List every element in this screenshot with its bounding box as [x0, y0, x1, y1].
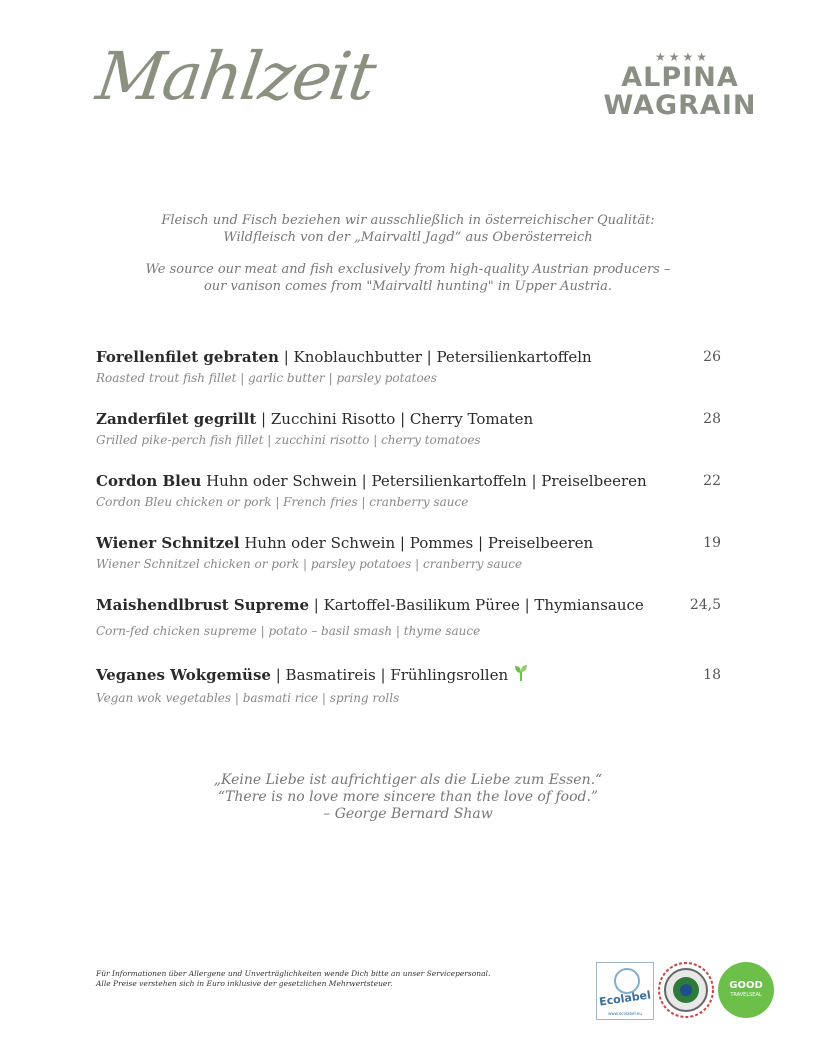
- footer-notes: [96, 969, 490, 989]
- dish-description: | Zucchini Risotto | Cherry Tomaten: [256, 410, 534, 428]
- dish-name: Veganes Wokgemüse: [96, 666, 271, 684]
- menu-item: [96, 594, 721, 664]
- dish-description: | Basmatireis | Frühlingsrollen: [270, 666, 509, 684]
- good-travelseal-badge: [718, 962, 774, 1018]
- intro-de-line1: Fleisch und Fisch beziehen wir ausschließlich in österreichischer Qualität:: [161, 213, 655, 228]
- footer-price-note: Alle Preise verstehen sich in Euro inklusive der gesetzlichen Mehrwertsteuer.: [96, 979, 393, 988]
- dish-translation: Vegan wok vegetables | basmati rice | spring rolls: [96, 691, 400, 705]
- quote-block: [90, 772, 726, 823]
- menu-item: [96, 346, 721, 408]
- dish-name: Zanderfilet gegrillt: [96, 410, 257, 428]
- quote-en: “There is no love more sincere than the love of food.”: [217, 789, 599, 805]
- good-label: GOOD: [729, 980, 763, 991]
- dish-price: 19: [703, 535, 721, 551]
- intro-en-line2: our vanison comes from "Mairvaltl hunting" in Upper Austria.: [203, 279, 613, 294]
- page-title: Mahlzeit: [92, 38, 379, 115]
- dish-description: | Kartoffel-Basilikum Püree | Thymiansauce: [309, 596, 644, 614]
- menu-item: [96, 664, 721, 726]
- eu-ecolabel-badge: [596, 962, 654, 1020]
- stars-rating: ★★★★: [654, 50, 711, 64]
- ecolabel-url: www.ecolabel.eu: [608, 1011, 642, 1016]
- logo-line1: ALPINA: [621, 62, 739, 93]
- dish-name: Forellenfilet gebraten: [96, 348, 279, 366]
- dish-translation: Wiener Schnitzel chicken or pork | parsley potatoes | cranberry sauce: [96, 557, 523, 571]
- dish-name: Wiener Schnitzel: [96, 534, 240, 552]
- dish-translation: Corn-fed chicken supreme | potato – basil smash | thyme sauce: [96, 624, 481, 638]
- dish-description: Huhn oder Schwein | Petersilienkartoffeln | Preiselbeeren: [201, 472, 647, 490]
- dish-price: 22: [703, 473, 721, 489]
- travelseal-label: TRAVELSEAL: [730, 992, 762, 998]
- dish-name: Cordon Bleu: [96, 472, 202, 490]
- menu-list: [96, 346, 721, 726]
- intro-de-line2: Wildfleisch von der „Mairvaltl Jagd“ aus Oberösterreich: [223, 230, 593, 245]
- menu-item: [96, 408, 721, 470]
- ecolabel-text: Ecolabel: [598, 988, 652, 1009]
- dish-translation: Cordon Bleu chicken or pork | French fries | cranberry sauce: [96, 495, 469, 509]
- dish-description: | Knoblauchbutter | Petersilienkartoffeln: [278, 348, 592, 366]
- certification-badges: [594, 960, 780, 1022]
- quote-author: – George Bernard Shaw: [323, 806, 493, 822]
- footer-allergen-note: Für Informationen über Allergene und Unverträglichkeiten wende Dich bitte an unser Servicepersonal.: [96, 969, 491, 978]
- intro-en-line1: We source our meat and fish exclusively from high-quality Austrian producers –: [145, 262, 671, 277]
- dish-price: 28: [703, 411, 721, 427]
- dish-price: 18: [703, 667, 721, 683]
- dish-translation: Roasted trout fish fillet | garlic butter | parsley potatoes: [96, 371, 437, 385]
- menu-item: [96, 532, 721, 594]
- dish-translation: Grilled pike-perch fish fillet | zucchini risotto | cherry tomatoes: [96, 433, 481, 447]
- hotel-logo: [600, 50, 760, 120]
- menu-item: [96, 470, 721, 532]
- dish-name: Maishendlbrust Supreme: [96, 596, 309, 614]
- dish-price: 26: [703, 349, 721, 365]
- dish-price: 24,5: [689, 597, 721, 613]
- vegan-sprout-icon: [514, 664, 528, 688]
- logo-line2: WAGRAIN: [603, 90, 757, 121]
- dish-description: Huhn oder Schwein | Pommes | Preiselbeeren: [239, 534, 594, 552]
- quote-de: „Keine Liebe ist aufrichtiger als die Liebe zum Essen.“: [213, 772, 603, 788]
- intro-text: [90, 212, 726, 310]
- sustainability-seal-icon: [656, 960, 716, 1020]
